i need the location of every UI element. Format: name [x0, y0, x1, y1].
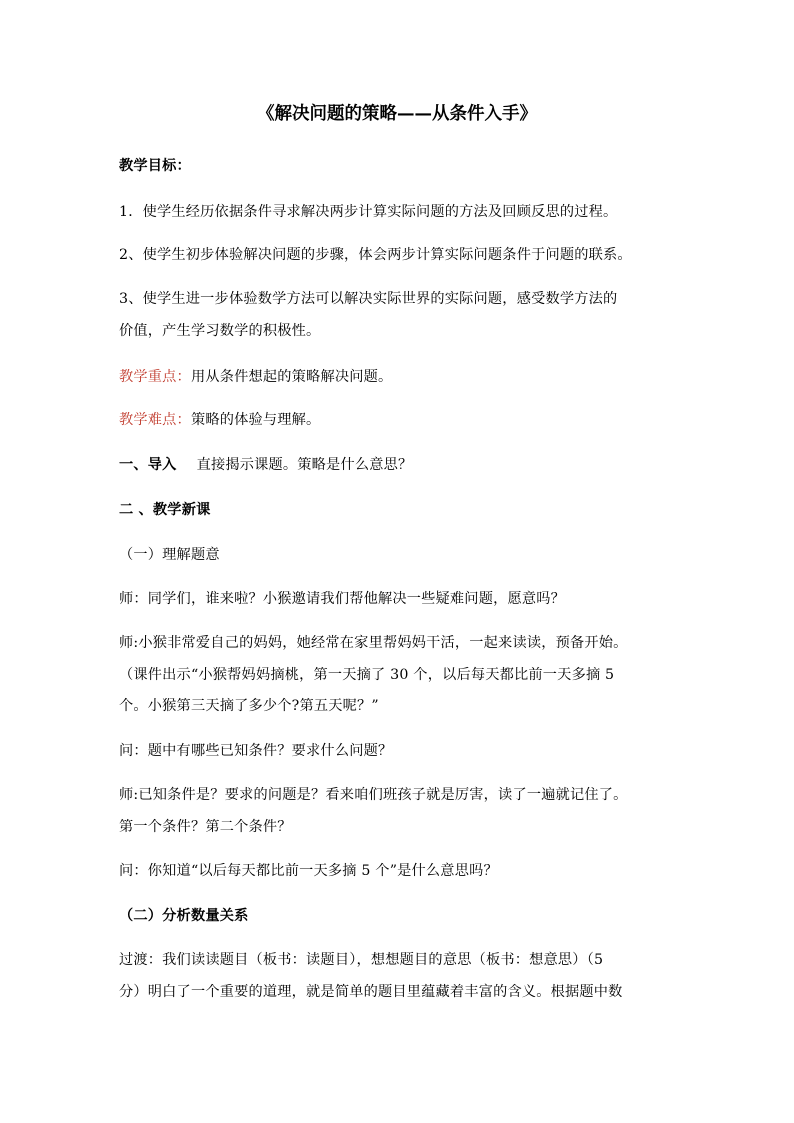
key-point-label: 教学重点： — [119, 369, 191, 385]
objective-2: 2、使学生初步体验解决问题的步骤，体会两步计算实际问题条件于问题的联系。 — [119, 247, 632, 263]
difficulty-text: 策略的体验与理解。 — [190, 412, 321, 428]
paragraph-2-line2: （课件出示“小猴帮妈妈摘桃，第一天摘了 30 个，以后每天都比前一天多摘 5 — [119, 667, 615, 683]
objective-1: 1．使学生经历依据条件寻求解决两步计算实际问题的方法及回顾反思的过程。 — [119, 204, 618, 220]
section-2-heading: 二 、教学新课 — [119, 502, 211, 518]
paragraph-1: 师：同学们，谁来啦？小猴邀请我们帮他解决一些疑难问题，愿意吗？ — [119, 591, 566, 607]
objectives-heading: 教学目标： — [119, 158, 191, 174]
paragraph-2-line3: 个。小猴第三天摘了多少个?第五天呢？” — [119, 698, 379, 714]
key-point — [119, 367, 392, 387]
difficulty-label: 教学难点： — [119, 412, 191, 428]
difficulty — [119, 410, 320, 430]
document-title: 《解决问题的策略——从条件入手》 — [257, 104, 537, 124]
paragraph-4-line1: 师:已知条件是？要求的问题是？看来咱们班孩子就是厉害，读了一遍就记住了。 — [119, 787, 628, 803]
paragraph-6-line1: 过渡：我们读读题目（板书：读题目），想想题目的意思（板书：想意思）（5 — [119, 952, 604, 968]
paragraph-5: 问：你知道“以后每天都比前一天多摘 5 个”是什么意思吗？ — [119, 863, 498, 879]
objective-3-line1: 3、使学生进一步体验数学方法可以解决实际世界的实际问题，感受数学方法的 — [119, 291, 618, 307]
paragraph-2-line1: 师:小猴非常爱自己的妈妈，她经常在家里帮妈妈干活，一起来读读，预备开始。 — [119, 635, 628, 651]
section-1-heading: 一、导入 — [119, 457, 177, 473]
section-1-text: 直接揭示课题。策略是什么意思？ — [196, 457, 413, 473]
section-1 — [119, 455, 412, 475]
subsection-1-heading: （一）理解题意 — [119, 547, 220, 563]
paragraph-4-line2: 第一个条件？第二个条件？ — [119, 819, 292, 835]
paragraph-6-line2: 分）明白了一个重要的道理，就是简单的题目里蕴藏着丰富的含义。根据题中数 — [119, 984, 623, 1000]
key-point-text: 用从条件想起的策略解决问题。 — [190, 369, 393, 385]
subsection-2-heading: （二）分析数量关系 — [119, 908, 249, 924]
paragraph-3: 问：题中有哪些已知条件？要求什么问题？ — [119, 743, 393, 759]
objective-3-line2: 价值，产生学习数学的积极性。 — [119, 323, 321, 339]
